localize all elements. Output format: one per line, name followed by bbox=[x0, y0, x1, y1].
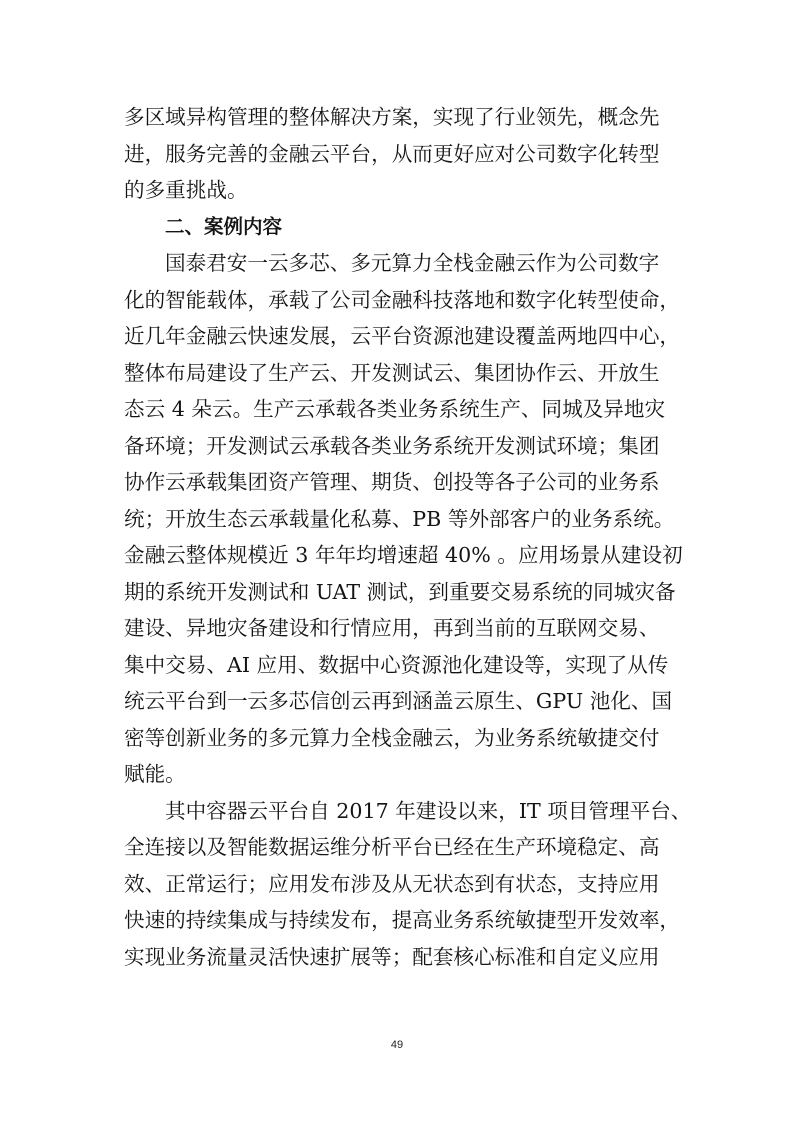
text-line: 统云平台到一云多芯信创云再到涵盖云原生、GPU 池化、国 bbox=[124, 689, 673, 713]
text-line: 进，服务完善的金融云平台，从而更好应对公司数字化转型 bbox=[124, 141, 660, 166]
text-line: 统；开放生态云承载量化私募、PB 等外部客户的业务系统。 bbox=[124, 506, 675, 531]
paragraph bbox=[124, 793, 692, 976]
text-line: 建设、异地灾备建设和行情应用，再到当前的互联网交易、 bbox=[124, 616, 660, 640]
text-line: 期的系统开发测试和 UAT 测试，到重要交易系统的同城灾备 bbox=[124, 579, 676, 604]
text-line: 的多重挑战。 bbox=[124, 178, 248, 202]
text-line: 密等创新业务的多元算力全栈金融云，为业务系统敏捷交付 bbox=[124, 725, 660, 750]
text-line: 整体布局建设了生产云、开发测试云、集团协作云、开放生 bbox=[124, 360, 660, 385]
text-line: 二、案例内容 bbox=[165, 214, 283, 238]
text-line: 金融云整体规模近 3 年年均增速超 40% 。应用场景从建设初 bbox=[124, 543, 683, 567]
text-line: 态云 4 朵云。生产云承载各类业务系统生产、同城及异地灾 bbox=[124, 397, 666, 421]
text-line: 集中交易、AI 应用、数据中心资源池化建设等，实现了从传 bbox=[124, 652, 669, 677]
body-text bbox=[124, 99, 692, 975]
text-line: 效、正常运行；应用发布涉及从无状态到有状态，支持应用 bbox=[124, 871, 660, 896]
text-line: 近几年金融云快速发展，云平台资源池建设覆盖两地四中心， bbox=[124, 324, 681, 348]
text-line: 赋能。 bbox=[124, 762, 186, 786]
text-line: 实现业务流量灵活快速扩展等；配套核心标准和自定义应用 bbox=[124, 944, 660, 969]
text-line: 其中容器云平台自 2017 年建设以来，IT 项目管理平台、 bbox=[165, 798, 692, 823]
text-line: 化的智能载体，承载了公司金融科技落地和数字化转型使命， bbox=[124, 287, 681, 312]
text-line: 多区域异构管理的整体解决方案，实现了行业领先，概念先 bbox=[124, 105, 660, 129]
paragraph bbox=[124, 245, 684, 793]
text-line: 快速的持续集成与持续发布，提高业务系统敏捷型开发效率， bbox=[124, 908, 681, 932]
section-heading bbox=[124, 209, 684, 246]
text-line: 全连接以及智能数据运维分析平台已经在生产环境稳定、高 bbox=[124, 835, 660, 859]
text-line: 国泰君安一云多芯、多元算力全栈金融云作为公司数字 bbox=[165, 251, 660, 275]
text-line: 协作云承载集团资产管理、期货、创投等各子公司的业务系 bbox=[124, 470, 660, 494]
text-line: 备环境；开发测试云承载各类业务系统开发测试环境；集团 bbox=[124, 433, 660, 458]
page-number: 49 bbox=[390, 1039, 404, 1051]
paragraph bbox=[124, 99, 684, 209]
